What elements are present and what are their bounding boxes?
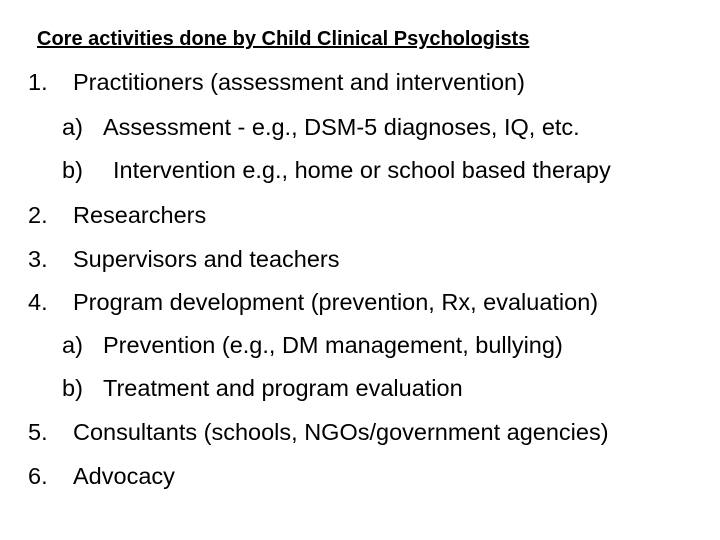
list-text: Program development (prevention, Rx, evaluation) — [73, 289, 599, 315]
list-text: Practitioners (assessment and intervention) — [73, 69, 525, 95]
list-text: Treatment and program evaluation — [103, 375, 463, 401]
list-marker: 6. — [28, 463, 48, 489]
list-marker: a) — [62, 332, 83, 358]
list-text: Intervention e.g., home or school based therapy — [113, 157, 611, 183]
list-marker: 1. — [28, 69, 48, 95]
list-text: Consultants (schools, NGOs/government agencies) — [73, 419, 609, 445]
list-text: Researchers — [73, 202, 207, 228]
list-text: Assessment - e.g., DSM-5 diagnoses, IQ, etc. — [103, 114, 580, 140]
list-marker: b) — [62, 375, 83, 401]
slide-title: Core activities done by Child Clinical Psychologists — [37, 28, 530, 50]
list-text: Supervisors and teachers — [73, 246, 340, 272]
list-marker: 3. — [28, 246, 48, 272]
list-text: Advocacy — [73, 463, 175, 489]
list-marker: 2. — [28, 202, 48, 228]
list-marker: 5. — [28, 419, 48, 445]
list-marker: b) — [62, 157, 83, 183]
list-text: Prevention (e.g., DM management, bullying) — [103, 332, 563, 358]
list-marker: a) — [62, 114, 83, 140]
list-marker: 4. — [28, 289, 48, 315]
